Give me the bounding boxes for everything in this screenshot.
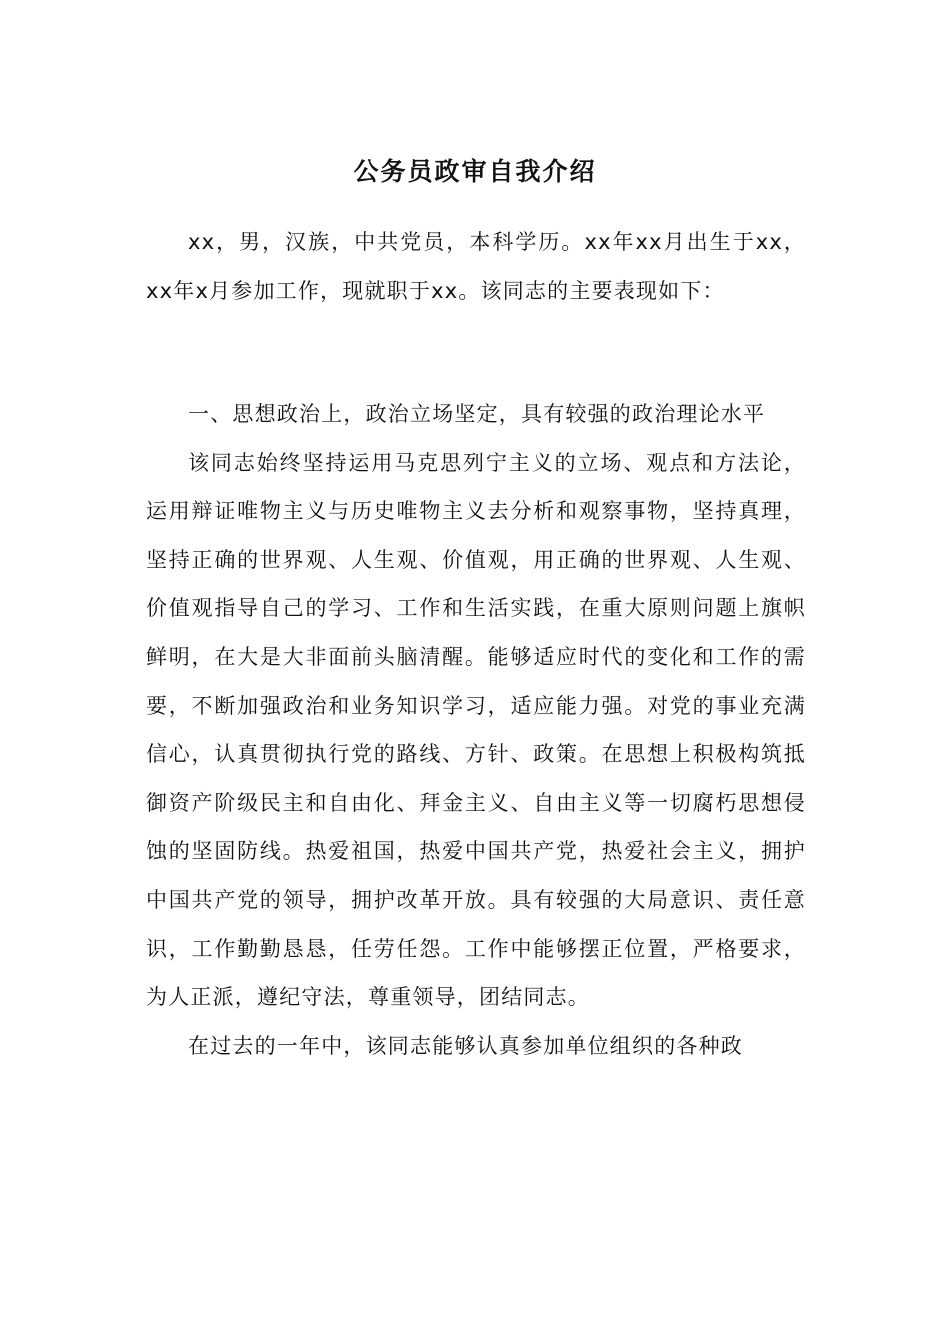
section-1-paragraph-2: 在过去的一年中，该同志能够认真参加单位组织的各种政 (188, 1033, 743, 1058)
section-1-paragraph-1: 该同志始终坚持运用马克思列宁主义的立场、观点和方法论，运用辩证唯物主义与历史唯物主义去分析和观察事物，坚持真理，坚持正确的世界观、人生观、价值观，用正确的世界观、人生观、价值观指导自己的学习、工作和生活实践，在重大原则问题上旗帜鲜明，在大是大非面前头脑清醒。能够适应时代的变化和工作的需要，不断加强政治和业务知识学习，适应能力强。对党的事业充满信心，认真贯彻执行党的路线、方针、政策。在思想上积极构筑抵御资产阶级民主和自由化、拜金主义、自由主义等一切腐朽思想侵蚀的坚固防线。热爱祖国，热爱中国共产党，热爱社会主义，拥护中国共产党的领导，拥护改革开放。具有较强的大局意识、责任意识，工作勤勤恳恳，任劳任怨。工作中能够摆正位置，严格要求，为人正派，遵纪守法，尊重领导，团结同志。 (146, 450, 806, 1010)
section-1 (146, 390, 806, 1070)
intro-paragraph: xx，男，汉族，中共党员，本科学历。xx年xx月出生于xx，xx年x月参加工作，现就职于xx。该同志的主要表现如下： (146, 230, 806, 303)
section-1-heading: 一、思想政治上，政治立场坚定，具有较强的政治理论水平 (188, 402, 766, 426)
intro-block (146, 218, 806, 315)
document-title: 公务员政审自我介绍 (353, 157, 597, 186)
